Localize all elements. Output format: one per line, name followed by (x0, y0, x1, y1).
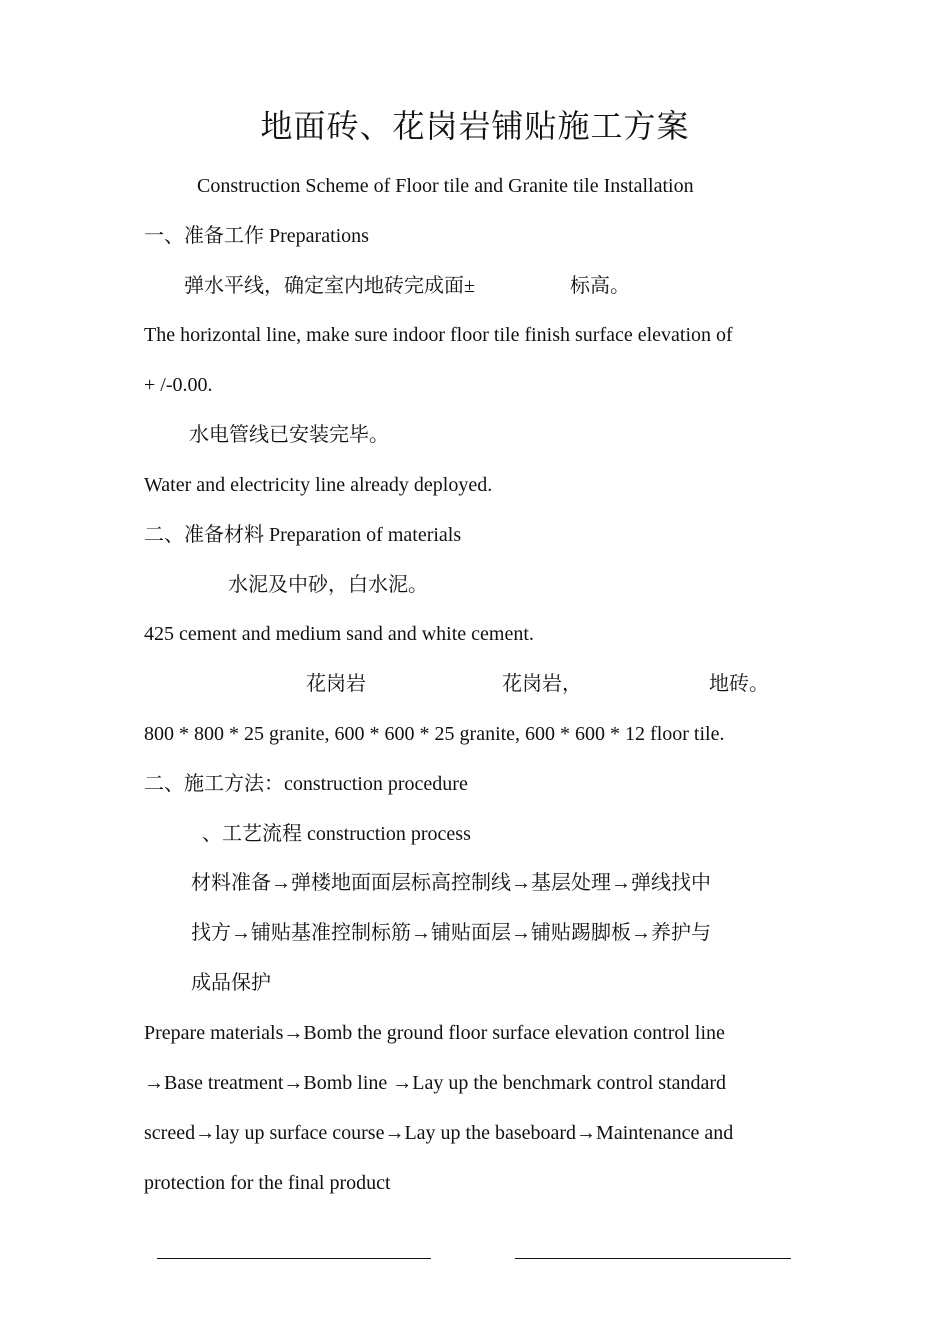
process-flow-cn-line-3: 成品保护 (191, 972, 271, 994)
section-2-paragraph-2-en: 800 * 800 * 25 granite, 600 * 600 * 25 granite, 600 * 600 * 12 floor tile. (144, 723, 725, 745)
process-flow-cn-line-2: 找方→铺贴基准控制标筋→铺贴面层→铺贴踢脚板→养护与 (191, 922, 711, 944)
process-flow-en-line-3: screed→lay up surface course→Lay up the baseboard→Maintenance and (144, 1122, 734, 1144)
section-1-paragraph-1-cn-a: 弹水平线，确定室内地砖完成面± (184, 275, 475, 297)
page-title: 地面砖、花岗岩铺贴施工方案 (260, 107, 690, 145)
section-2-paragraph-1-en: 425 cement and medium sand and white cement. (144, 623, 534, 645)
footer-rule-right (515, 1258, 791, 1259)
section-1-paragraph-2-en: Water and electricity line already deployed. (144, 474, 493, 496)
process-flow-en-line-2: →Base treatment→Bomb line →Lay up the benchmark control standard (144, 1072, 727, 1094)
section-2-paragraph-1-cn: 水泥及中砂，白水泥。 (228, 574, 428, 596)
section-1-paragraph-1-cn-b: 标高。 (570, 275, 630, 297)
section-1-heading: 一、准备工作 Preparations (144, 225, 369, 247)
subtitle: Construction Scheme of Floor tile and Granite tile Installation (197, 175, 694, 197)
section-2-heading: 二、准备材料 Preparation of materials (144, 524, 462, 546)
section-1-paragraph-1-en-line-1: The horizontal line, make sure indoor floor tile finish surface elevation of (144, 324, 733, 346)
section-2-paragraph-2-cn-c: 地砖。 (709, 673, 769, 695)
process-flow-en-line-4: protection for the final product (144, 1172, 391, 1194)
section-2-paragraph-2-cn-a: 花岗岩 (306, 673, 366, 695)
process-flow-en-line-1: Prepare materials→Bomb the ground floor surface elevation control line (144, 1022, 725, 1044)
section-2-paragraph-2-cn-b: 花岗岩， (502, 673, 582, 695)
footer-rule-left (157, 1258, 431, 1259)
section-1-paragraph-1-en-line-2: + /-0.00. (144, 374, 213, 396)
process-flow-cn-line-1: 材料准备→弹楼地面面层标高控制线→基层处理→弹线找中 (191, 872, 711, 894)
section-3-subheading: 、工艺流程 construction process (202, 823, 471, 845)
section-1-paragraph-2-cn: 水电管线已安装完毕。 (189, 424, 389, 446)
section-3-heading: 二、施工方法：construction procedure (144, 773, 468, 795)
